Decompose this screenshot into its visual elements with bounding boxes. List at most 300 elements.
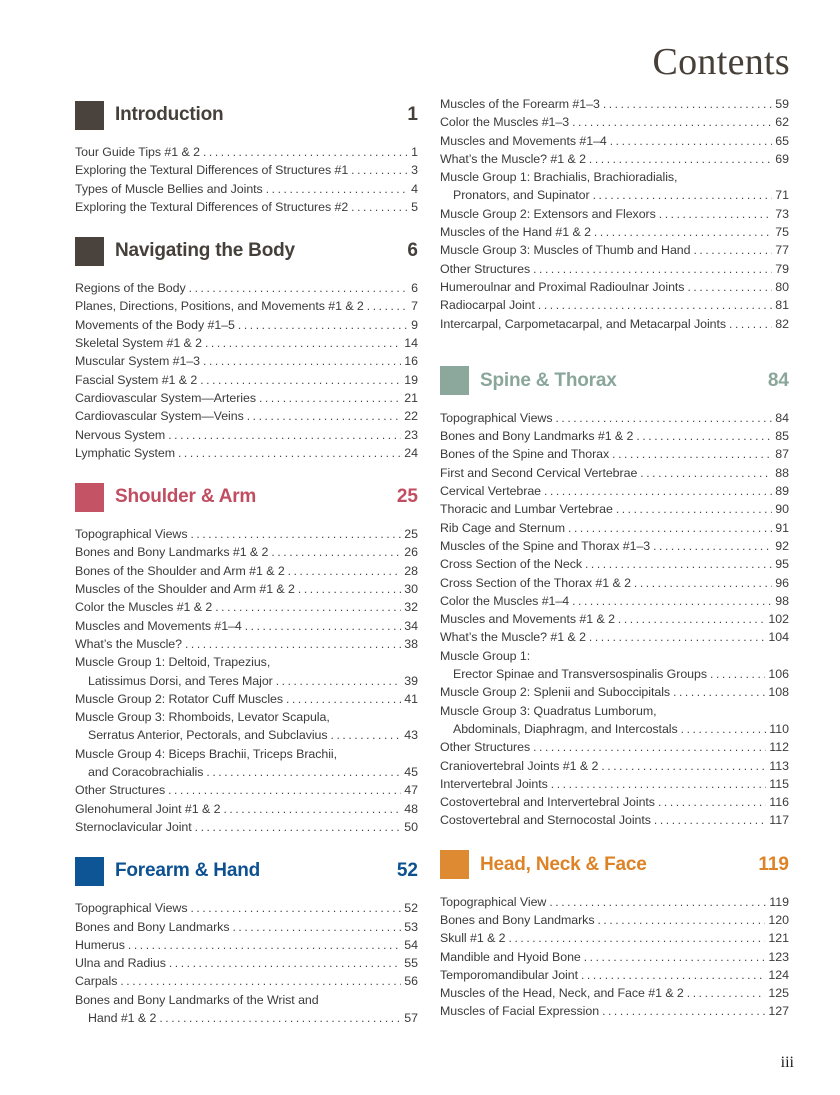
dot-leader — [367, 297, 408, 315]
entry-page-number: 21 — [404, 390, 418, 405]
entry-page-number: 121 — [768, 931, 789, 946]
entry-title: Exploring the Textural Differences of Structures #1 — [75, 163, 349, 178]
toc-entry — [440, 278, 789, 296]
entry-title: Muscles and Movements #1–4 — [75, 618, 242, 633]
toc-entry — [75, 389, 418, 407]
entry-title: Costovertebral and Sternocostal Joints — [440, 813, 651, 828]
entry-page-number: 26 — [404, 545, 418, 560]
dot-leader — [286, 690, 401, 708]
toc-entry — [440, 464, 789, 482]
entry-page-number: 123 — [768, 949, 789, 964]
dot-leader — [634, 574, 772, 592]
toc-entry — [440, 1002, 789, 1020]
entry-title: Muscle Group 2: Splenii and Suboccipitals — [440, 685, 671, 700]
toc-entry — [75, 334, 418, 352]
dot-leader — [653, 537, 772, 555]
section-header — [75, 236, 418, 266]
entry-page-number: 45 — [404, 765, 418, 780]
toc-entry — [440, 113, 789, 131]
dot-leader — [687, 278, 772, 296]
dot-leader — [593, 186, 773, 204]
toc-entry — [440, 966, 789, 984]
entry-page-number: 32 — [404, 600, 418, 615]
entry-title: Erector Spinae and Transversospinalis Groups — [453, 667, 708, 682]
entry-page-number: 9 — [411, 317, 418, 332]
toc-entry — [75, 781, 418, 799]
entry-page-number: 52 — [404, 901, 418, 916]
dot-leader — [585, 555, 772, 573]
entry-title: Other Structures — [440, 740, 531, 755]
entry-page-number: 77 — [775, 243, 789, 258]
section-header — [75, 482, 418, 512]
entry-page-number: 90 — [775, 502, 789, 517]
entry-page-number: 28 — [404, 563, 418, 578]
section-color-square-icon — [75, 101, 104, 130]
dot-leader — [681, 720, 767, 738]
entry-title: Rib Cage and Sternum — [440, 520, 566, 535]
entry-title: Bones of the Spine and Thorax — [440, 447, 610, 462]
dot-leader — [603, 95, 772, 113]
dot-leader — [238, 316, 408, 334]
entry-title: Bones and Bony Landmarks #1 & 2 — [440, 429, 634, 444]
dot-leader — [533, 260, 772, 278]
entry-page-number: 3 — [411, 163, 418, 178]
entry-title: Fascial System #1 & 2 — [75, 372, 198, 387]
entry-title: Tour Guide Tips #1 & 2 — [75, 145, 200, 159]
entry-title: Regions of the Body — [75, 281, 186, 296]
section-page-number: 84 — [767, 369, 789, 391]
entry-page-number: 24 — [404, 445, 418, 460]
entry-title: Cross Section of the Neck — [440, 557, 582, 572]
entry-page-number: 81 — [775, 298, 789, 313]
entry-title: What’s the Muscle? #1 & 2 — [440, 630, 586, 645]
dot-leader — [658, 793, 766, 811]
dot-leader — [206, 763, 401, 781]
entry-title: Humerus — [75, 937, 125, 952]
toc-entry — [440, 793, 789, 811]
entry-page-number: 104 — [768, 630, 789, 645]
dot-leader — [351, 161, 408, 179]
toc-entry — [440, 984, 789, 1002]
toc-entry — [440, 665, 789, 683]
dot-leader — [331, 726, 402, 744]
toc-entry — [440, 132, 789, 150]
toc-entry — [75, 316, 418, 334]
entry-page-number: 50 — [404, 819, 418, 834]
dot-leader — [266, 180, 408, 198]
entry-page-number: 119 — [769, 894, 789, 909]
dot-leader — [509, 929, 766, 947]
entry-page-number: 91 — [775, 520, 789, 535]
dot-leader — [729, 315, 772, 333]
entry-title: Muscle Group 1: — [440, 648, 531, 663]
entry-page-number: 106 — [768, 667, 789, 682]
section-title: Introduction — [115, 104, 224, 125]
entry-title: Abdominals, Diaphragm, and Intercostals — [453, 721, 678, 736]
toc-entry — [440, 500, 789, 518]
entry-title: Muscles and Movements #1–4 — [440, 133, 607, 148]
entry-title: Latissimus Dorsi, and Teres Major — [88, 673, 273, 688]
section-entries — [440, 893, 789, 1021]
entry-page-number: 54 — [404, 937, 418, 952]
dot-leader — [190, 899, 401, 917]
entry-title: Muscles of the Spine and Thorax #1–3 — [440, 538, 651, 553]
entry-title: Muscles of the Forearm #1–3 — [440, 97, 600, 111]
entry-title: Ulna and Radius — [75, 956, 166, 971]
entry-page-number: 79 — [775, 261, 789, 276]
entry-title: Costovertebral and Intervertebral Joints — [440, 795, 655, 810]
dot-leader — [271, 543, 401, 561]
entry-page-number: 22 — [404, 409, 418, 424]
section-header — [440, 850, 789, 880]
entry-page-number: 87 — [775, 447, 789, 462]
entry-title: Muscles of the Head, Neck, and Face #1 & 2 — [440, 986, 684, 1001]
section-color-square-icon — [75, 857, 104, 886]
section-color-square-icon — [75, 237, 104, 266]
toc-column-left — [75, 100, 418, 1047]
toc-entry — [440, 537, 789, 555]
entry-title: Cross Section of the Thorax #1 & 2 — [440, 575, 631, 590]
toc-section-shoulder-arm — [75, 482, 418, 836]
entry-title: Muscle Group 2: Rotator Cuff Muscles — [75, 691, 284, 706]
section-title: Head, Neck & Face — [480, 853, 647, 875]
dot-leader — [200, 371, 401, 389]
entry-title: Other Structures — [440, 261, 531, 276]
toc-entry — [440, 186, 789, 204]
entry-page-number: 16 — [404, 354, 418, 369]
dot-leader — [190, 525, 401, 543]
dot-leader — [581, 966, 765, 984]
entry-title: Bones of the Shoulder and Arm #1 & 2 — [75, 563, 285, 578]
dot-leader — [533, 738, 766, 756]
entry-title: Color the Muscles #1–4 — [440, 593, 570, 608]
toc-entry — [75, 543, 418, 561]
entry-title: Lymphatic System — [75, 445, 175, 460]
toc-entry — [440, 296, 789, 314]
entry-title: Planes, Directions, Positions, and Movements #1 & 2 — [75, 299, 364, 314]
toc-entry — [440, 445, 789, 463]
dot-leader — [589, 150, 772, 168]
toc-entry — [440, 260, 789, 278]
entry-title: Nervous System — [75, 427, 166, 442]
toc-entry — [440, 775, 789, 793]
entry-page-number: 110 — [769, 721, 789, 736]
section-title: Shoulder & Arm — [115, 486, 257, 508]
toc-entry — [75, 279, 418, 297]
dot-leader — [189, 279, 408, 297]
entry-title: Humeroulnar and Proximal Radioulnar Joints — [440, 279, 685, 294]
entry-title: Muscle Group 3: Muscles of Thumb and Hand — [440, 243, 691, 258]
toc-entry — [75, 580, 418, 598]
toc-section-navigating-the-body — [75, 236, 418, 462]
dot-leader — [195, 818, 402, 836]
entry-title: Glenohumeral Joint #1 & 2 — [75, 801, 221, 816]
dot-leader — [538, 296, 772, 314]
page-folio-number: iii — [780, 1054, 794, 1071]
entry-page-number: 6 — [411, 281, 418, 296]
entry-title: Muscle Group 4: Biceps Brachii, Triceps Brachii, — [75, 746, 338, 761]
entry-title: Radiocarpal Joint — [440, 298, 535, 313]
toc-entry — [440, 223, 789, 241]
toc-entry — [440, 911, 789, 929]
section-entries — [440, 95, 789, 333]
entry-page-number: 47 — [404, 783, 418, 798]
section-page-number: 1 — [407, 104, 418, 125]
toc-entry — [75, 617, 418, 635]
entry-page-number: 39 — [404, 673, 418, 688]
toc-entry — [440, 757, 789, 775]
entry-page-number: 120 — [768, 912, 789, 927]
toc-entry — [75, 800, 418, 818]
entry-page-number: 116 — [769, 795, 789, 810]
dot-leader — [555, 409, 772, 427]
toc-entry — [75, 598, 418, 616]
entry-title: Serratus Anterior, Pectorals, and Subclavius — [88, 728, 328, 743]
entry-title: Carpals — [75, 974, 118, 989]
dot-leader — [159, 1009, 401, 1027]
toc-entry — [440, 409, 789, 427]
section-entries — [75, 899, 418, 1027]
dot-leader — [185, 635, 401, 653]
toc-entry — [75, 763, 418, 781]
toc-section-forearm-hand — [75, 856, 418, 1027]
entry-page-number: 92 — [775, 538, 789, 553]
entry-title: Muscular System #1–3 — [75, 354, 201, 369]
entry-title: Mandible and Hyoid Bone — [440, 949, 581, 964]
dot-leader — [710, 665, 765, 683]
dot-leader — [568, 519, 772, 537]
dot-leader — [128, 936, 401, 954]
dot-leader — [259, 389, 401, 407]
toc-entry — [440, 720, 789, 738]
entry-title: Intervertebral Joints — [440, 776, 548, 791]
section-color-square-icon — [75, 483, 104, 512]
dot-leader — [168, 781, 401, 799]
dot-leader — [618, 610, 765, 628]
toc-entry — [440, 683, 789, 701]
dot-leader — [288, 562, 402, 580]
entry-page-number: 23 — [404, 427, 418, 442]
toc-entry — [440, 702, 789, 720]
toc-entry — [75, 918, 418, 936]
entry-title: Cardiovascular System—Arteries — [75, 390, 256, 405]
dot-leader — [120, 972, 401, 990]
entry-title: Exploring the Textural Differences of Structures #2 — [75, 199, 349, 214]
entry-page-number: 117 — [769, 813, 789, 828]
toc-entry — [75, 525, 418, 543]
toc-entry — [75, 672, 418, 690]
toc-entry — [440, 592, 789, 610]
toc-entry — [440, 811, 789, 829]
entry-title: Skeletal System #1 & 2 — [75, 336, 202, 351]
section-color-square-icon — [440, 366, 469, 395]
section-color-square-icon — [440, 850, 469, 879]
toc-entry — [440, 929, 789, 947]
dot-leader — [232, 918, 401, 936]
entry-title: First and Second Cervical Vertebrae — [440, 465, 638, 480]
entry-title: Bones and Bony Landmarks — [75, 919, 230, 934]
entry-page-number: 69 — [775, 151, 789, 166]
entry-title: Topographical View — [440, 894, 547, 909]
entry-page-number: 43 — [404, 728, 418, 743]
entry-title: Color the Muscles #1–3 — [440, 115, 570, 130]
dot-leader — [610, 132, 772, 150]
dot-leader — [203, 352, 401, 370]
toc-entry — [75, 653, 418, 671]
entry-title: Craniovertebral Joints #1 & 2 — [440, 758, 599, 773]
dot-leader — [597, 911, 765, 929]
dot-leader — [654, 811, 766, 829]
toc-entry — [75, 1009, 418, 1027]
entry-page-number: 95 — [775, 557, 789, 572]
dot-leader — [247, 407, 401, 425]
entry-title: Muscle Group 3: Rhomboids, Levator Scapula, — [75, 710, 330, 725]
entry-page-number: 65 — [775, 133, 789, 148]
section-page-number: 119 — [758, 853, 789, 875]
entry-page-number: 113 — [769, 758, 789, 773]
entry-title: What’s the Muscle? — [75, 636, 182, 651]
entry-page-number: 19 — [404, 372, 418, 387]
dot-leader — [203, 143, 408, 161]
dot-leader — [245, 617, 401, 635]
toc-entry — [440, 519, 789, 537]
dot-leader — [178, 444, 401, 462]
entry-page-number: 62 — [775, 115, 789, 130]
dot-leader — [612, 445, 772, 463]
entry-page-number: 85 — [775, 429, 789, 444]
page-title: Contents — [652, 41, 790, 83]
entry-title: Bones and Bony Landmarks #1 & 2 — [75, 545, 269, 560]
toc-entry — [440, 574, 789, 592]
entry-page-number: 34 — [404, 618, 418, 633]
entry-page-number: 48 — [404, 801, 418, 816]
dot-leader — [276, 672, 401, 690]
dot-leader — [687, 984, 766, 1002]
toc-section-spine-thorax — [440, 366, 789, 830]
section-entries — [75, 525, 418, 836]
entry-page-number: 30 — [404, 582, 418, 597]
toc-entry — [75, 180, 418, 198]
entry-page-number: 127 — [768, 1004, 789, 1019]
entry-title: Thoracic and Lumbar Vertebrae — [440, 502, 613, 517]
toc-entry — [75, 972, 418, 990]
entry-page-number: 82 — [775, 316, 789, 331]
dot-leader — [298, 580, 401, 598]
toc-entry — [75, 198, 418, 216]
entry-page-number: 102 — [768, 612, 789, 627]
section-title: Navigating the Body — [115, 240, 295, 262]
entry-page-number: 53 — [404, 919, 418, 934]
entry-page-number: 14 — [404, 336, 418, 351]
toc-entry — [75, 635, 418, 653]
entry-page-number: 59 — [775, 97, 789, 111]
section-header — [75, 856, 418, 886]
toc-entry — [75, 936, 418, 954]
toc-entry — [75, 407, 418, 425]
dot-leader — [572, 113, 772, 131]
entry-title: Color the Muscles #1 & 2 — [75, 600, 213, 615]
toc-entry — [75, 708, 418, 726]
entry-title: Muscle Group 1: Deltoid, Trapezius, — [75, 655, 271, 670]
toc-entry — [440, 738, 789, 756]
dot-leader — [351, 198, 408, 216]
toc-entry — [75, 426, 418, 444]
toc-entry — [75, 690, 418, 708]
dot-leader — [572, 592, 772, 610]
toc-entry — [75, 562, 418, 580]
entry-page-number: 41 — [404, 691, 418, 706]
entry-page-number: 112 — [769, 740, 789, 755]
toc-entry — [440, 555, 789, 573]
entry-page-number: 84 — [775, 410, 789, 425]
entry-page-number: 4 — [411, 181, 418, 196]
entry-page-number: 108 — [768, 685, 789, 700]
entry-page-number: 56 — [404, 974, 418, 989]
toc-entry — [440, 948, 789, 966]
entry-page-number: 88 — [775, 465, 789, 480]
toc-entry — [75, 818, 418, 836]
entry-title: Muscle Group 3: Quadratus Lumborum, — [440, 703, 657, 718]
section-entries — [75, 143, 418, 216]
entry-title: Muscles of the Hand #1 & 2 — [440, 225, 591, 240]
dot-leader — [594, 223, 772, 241]
toc-entry — [440, 647, 789, 665]
toc-entry — [440, 241, 789, 259]
dot-leader — [223, 800, 401, 818]
entry-title: Bones and Bony Landmarks — [440, 912, 595, 927]
toc-entry — [75, 954, 418, 972]
entry-title: Pronators, and Supinator — [453, 188, 590, 203]
section-page-number: 6 — [407, 240, 418, 262]
entry-title: Topographical Views — [440, 410, 553, 425]
entry-title: Intercarpal, Carpometacarpal, and Metacarpal Joints — [440, 316, 727, 331]
entry-title: Topographical Views — [75, 527, 188, 542]
entry-title: Hand #1 & 2 — [88, 1010, 157, 1025]
section-entries — [440, 409, 789, 830]
entry-page-number: 98 — [775, 593, 789, 608]
toc-entry — [440, 168, 789, 186]
toc-entry — [440, 150, 789, 168]
entry-title: What’s the Muscle? #1 & 2 — [440, 151, 586, 166]
entry-page-number: 71 — [775, 188, 789, 203]
dot-leader — [601, 757, 766, 775]
entry-title: Sternoclavicular Joint — [75, 819, 192, 834]
entry-page-number: 25 — [404, 527, 418, 542]
toc-entry — [75, 726, 418, 744]
toc-entry — [75, 143, 418, 161]
toc-section-forearm-hand-continued — [440, 95, 789, 333]
toc-entry — [440, 610, 789, 628]
toc-entry — [75, 371, 418, 389]
toc-entry — [440, 205, 789, 223]
toc-entry — [440, 315, 789, 333]
entry-title: Temporomandibular Joint — [440, 967, 578, 982]
dot-leader — [205, 334, 401, 352]
entry-page-number: 75 — [775, 225, 789, 240]
dot-leader — [636, 427, 772, 445]
dot-leader — [551, 775, 766, 793]
entry-title: Topographical Views — [75, 901, 188, 916]
entry-title: Cervical Vertebrae — [440, 484, 542, 499]
section-title: Spine & Thorax — [480, 369, 617, 391]
entry-page-number: 57 — [404, 1010, 418, 1025]
toc-entry — [75, 991, 418, 1009]
entry-page-number: 115 — [769, 776, 789, 791]
entry-page-number: 80 — [775, 279, 789, 294]
entry-title: Movements of the Body #1–5 — [75, 317, 235, 332]
entry-page-number: 124 — [768, 967, 789, 982]
toc-column-right — [440, 95, 789, 1041]
